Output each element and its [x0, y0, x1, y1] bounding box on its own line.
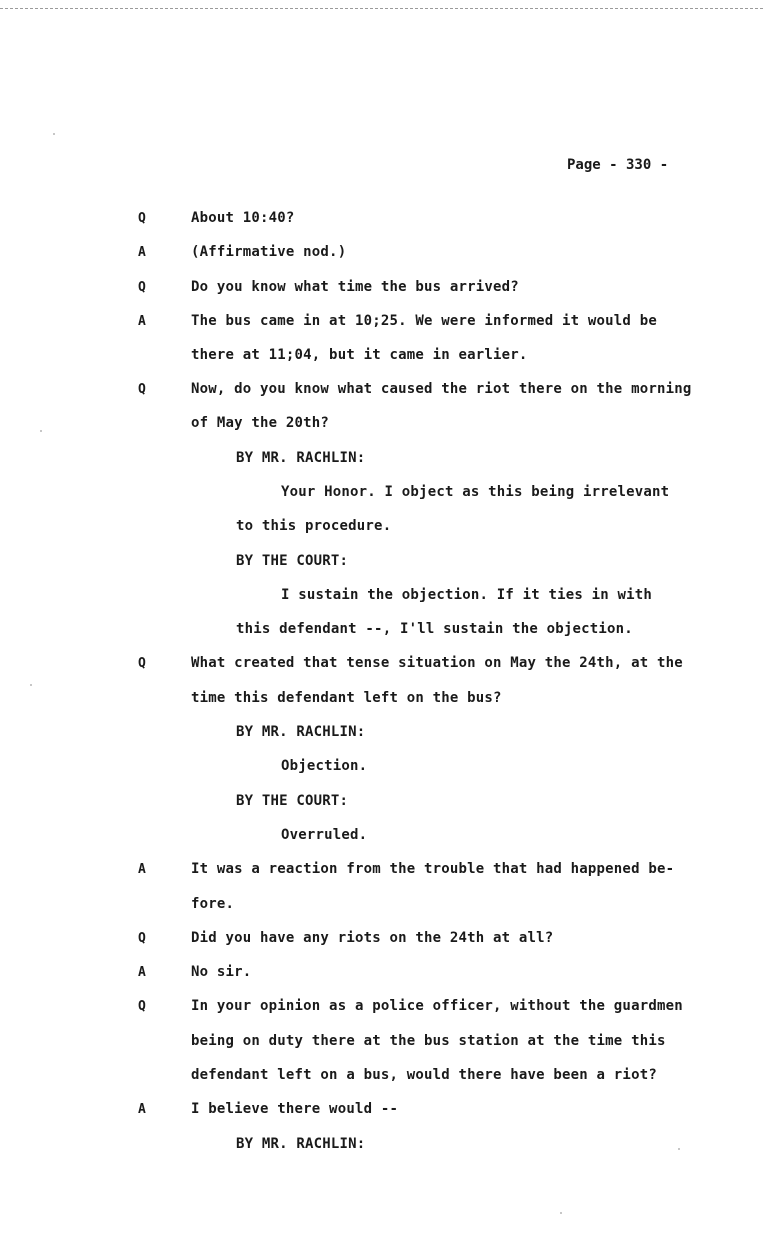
scan-speck: [678, 1148, 680, 1150]
transcript-line: The bus came in at 10;25. We were informed it would be: [191, 313, 657, 329]
transcript-line: being on duty there at the bus station at the time this: [191, 1033, 666, 1049]
speaker-marker: Q: [138, 931, 146, 946]
page-top-edge: [0, 0, 763, 9]
transcript-line: fore.: [191, 896, 235, 912]
speaker-heading: BY MR. RACHLIN:: [236, 450, 366, 466]
transcript-line: No sir.: [191, 964, 252, 980]
transcript-line: About 10:40?: [191, 210, 295, 226]
speaker-marker: A: [138, 862, 146, 877]
transcript-line: (Affirmative nod.): [191, 244, 347, 260]
transcript-line: of May the 20th?: [191, 415, 330, 431]
scan-speck: [560, 1212, 562, 1214]
transcript-line: Overruled.: [281, 827, 368, 843]
transcript-line: I believe there would --: [191, 1101, 399, 1117]
transcript-line: defendant left on a bus, would there have been a riot?: [191, 1067, 657, 1083]
transcript-line: Now, do you know what caused the riot there on the morning: [191, 381, 692, 397]
speaker-marker: Q: [138, 382, 146, 397]
speaker-marker: A: [138, 1102, 146, 1117]
speaker-heading: BY MR. RACHLIN:: [236, 1136, 366, 1152]
speaker-heading: BY THE COURT:: [236, 553, 349, 569]
transcript-line: there at 11;04, but it came in earlier.: [191, 347, 528, 363]
speaker-heading: BY MR. RACHLIN:: [236, 724, 366, 740]
speaker-marker: Q: [138, 656, 146, 671]
scan-speck: [40, 430, 42, 432]
speaker-marker: Q: [138, 999, 146, 1014]
transcript-line: to this procedure.: [236, 518, 392, 534]
speaker-marker: Q: [138, 280, 146, 295]
transcript-line: Did you have any riots on the 24th at all?: [191, 930, 554, 946]
transcript-line: It was a reaction from the trouble that had happened be-: [191, 861, 675, 877]
speaker-marker: A: [138, 245, 146, 260]
speaker-heading: BY THE COURT:: [236, 793, 349, 809]
transcript-line: I sustain the objection. If it ties in with: [281, 587, 653, 603]
scan-speck: [30, 684, 32, 686]
transcript-line: Do you know what time the bus arrived?: [191, 279, 519, 295]
speaker-marker: A: [138, 965, 146, 980]
scan-speck: [53, 133, 55, 135]
transcript-line: Objection.: [281, 758, 368, 774]
transcript-line: this defendant --, I'll sustain the objection.: [236, 621, 633, 637]
speaker-marker: A: [138, 314, 146, 329]
transcript-line: time this defendant left on the bus?: [191, 690, 502, 706]
transcript-line: What created that tense situation on May the 24th, at the: [191, 655, 683, 671]
page-number: Page - 330 -: [567, 157, 669, 173]
transcript-line: Your Honor. I object as this being irrelevant: [281, 484, 670, 500]
speaker-marker: Q: [138, 211, 146, 226]
transcript-line: In your opinion as a police officer, without the guardmen: [191, 998, 683, 1014]
